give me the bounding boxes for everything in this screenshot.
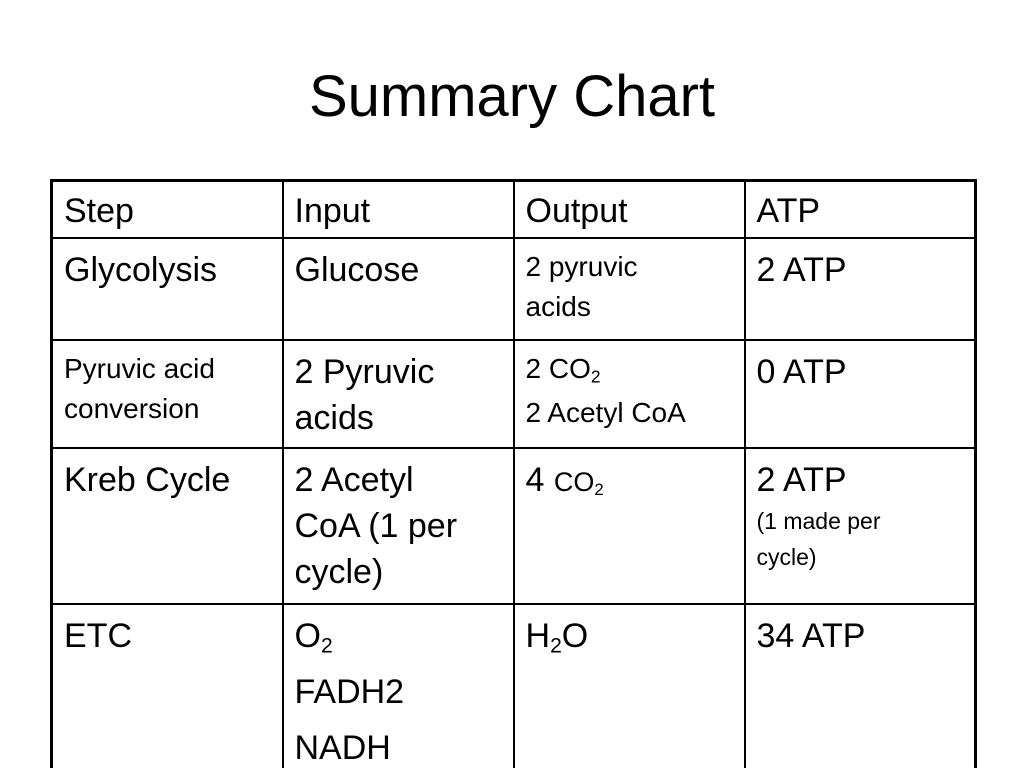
- table-header-row: [52, 181, 976, 239]
- table-row-glycolysis: [52, 238, 976, 340]
- cell-atp: [745, 448, 976, 604]
- header-output: Output: [514, 181, 745, 239]
- cell-atp: 0 ATP: [745, 340, 976, 448]
- output-line: acids: [525, 291, 591, 322]
- header-atp: ATP: [745, 181, 976, 239]
- slide-title: Summary Chart: [308, 64, 716, 129]
- co2-text: 2 CO: [525, 353, 591, 384]
- input-line: 2 Pyruvic: [294, 353, 435, 391]
- output-line: 2 pyruvic: [525, 251, 638, 282]
- cell-atp: 34 ATP: [745, 604, 976, 768]
- cell-step: ETC: [52, 604, 283, 768]
- cell-output: [514, 604, 745, 768]
- output-co2: [553, 467, 604, 500]
- cell-step: [52, 340, 283, 448]
- atp-note-line: (1 made per: [756, 508, 881, 534]
- cell-input: [283, 448, 514, 604]
- atp-value: 2 ATP: [756, 461, 847, 499]
- cell-output: [514, 340, 745, 448]
- input-line: cycle): [294, 553, 384, 591]
- input-o2: [295, 613, 503, 659]
- input-line: 2 Acetyl: [294, 461, 414, 499]
- h-text: H: [525, 617, 551, 655]
- input-nadh: NADH: [294, 729, 391, 767]
- header-step: Step: [52, 181, 283, 239]
- o-text: O: [561, 617, 589, 655]
- header-input: Input: [283, 181, 514, 239]
- cell-input: Glucose: [283, 238, 514, 340]
- co2-subscript: 2: [590, 366, 601, 387]
- cell-atp: 2 ATP: [745, 238, 976, 340]
- co2-subscript: 2: [594, 480, 604, 500]
- table-row-pyruvic-acid-conversion: [52, 340, 976, 448]
- output-co2-line: [526, 349, 734, 389]
- cell-step: Kreb Cycle: [52, 448, 283, 604]
- step-line: Pyruvic acid: [64, 353, 215, 384]
- o2-subscript: 2: [320, 634, 333, 658]
- output-acetyl-line: 2 Acetyl CoA: [525, 397, 686, 428]
- o2-text: O: [294, 617, 321, 655]
- summary-table-container: [50, 179, 974, 768]
- h-subscript: 2: [550, 634, 562, 658]
- input-fadh2: FADH2: [294, 673, 405, 711]
- input-line: acids: [294, 399, 374, 437]
- co2-text: CO: [553, 467, 595, 497]
- output-num: 4: [525, 461, 554, 499]
- table-row-kreb-cycle: [52, 448, 976, 604]
- input-line: CoA (1 per: [294, 507, 458, 545]
- cell-output: [514, 448, 745, 604]
- cell-input: [283, 340, 514, 448]
- atp-note-line: cycle): [756, 544, 817, 570]
- summary-table: [50, 179, 977, 768]
- step-line: conversion: [64, 393, 200, 424]
- cell-input: [283, 604, 514, 768]
- table-row-etc: [52, 604, 976, 768]
- cell-step: Glycolysis: [52, 238, 283, 340]
- cell-output: [514, 238, 745, 340]
